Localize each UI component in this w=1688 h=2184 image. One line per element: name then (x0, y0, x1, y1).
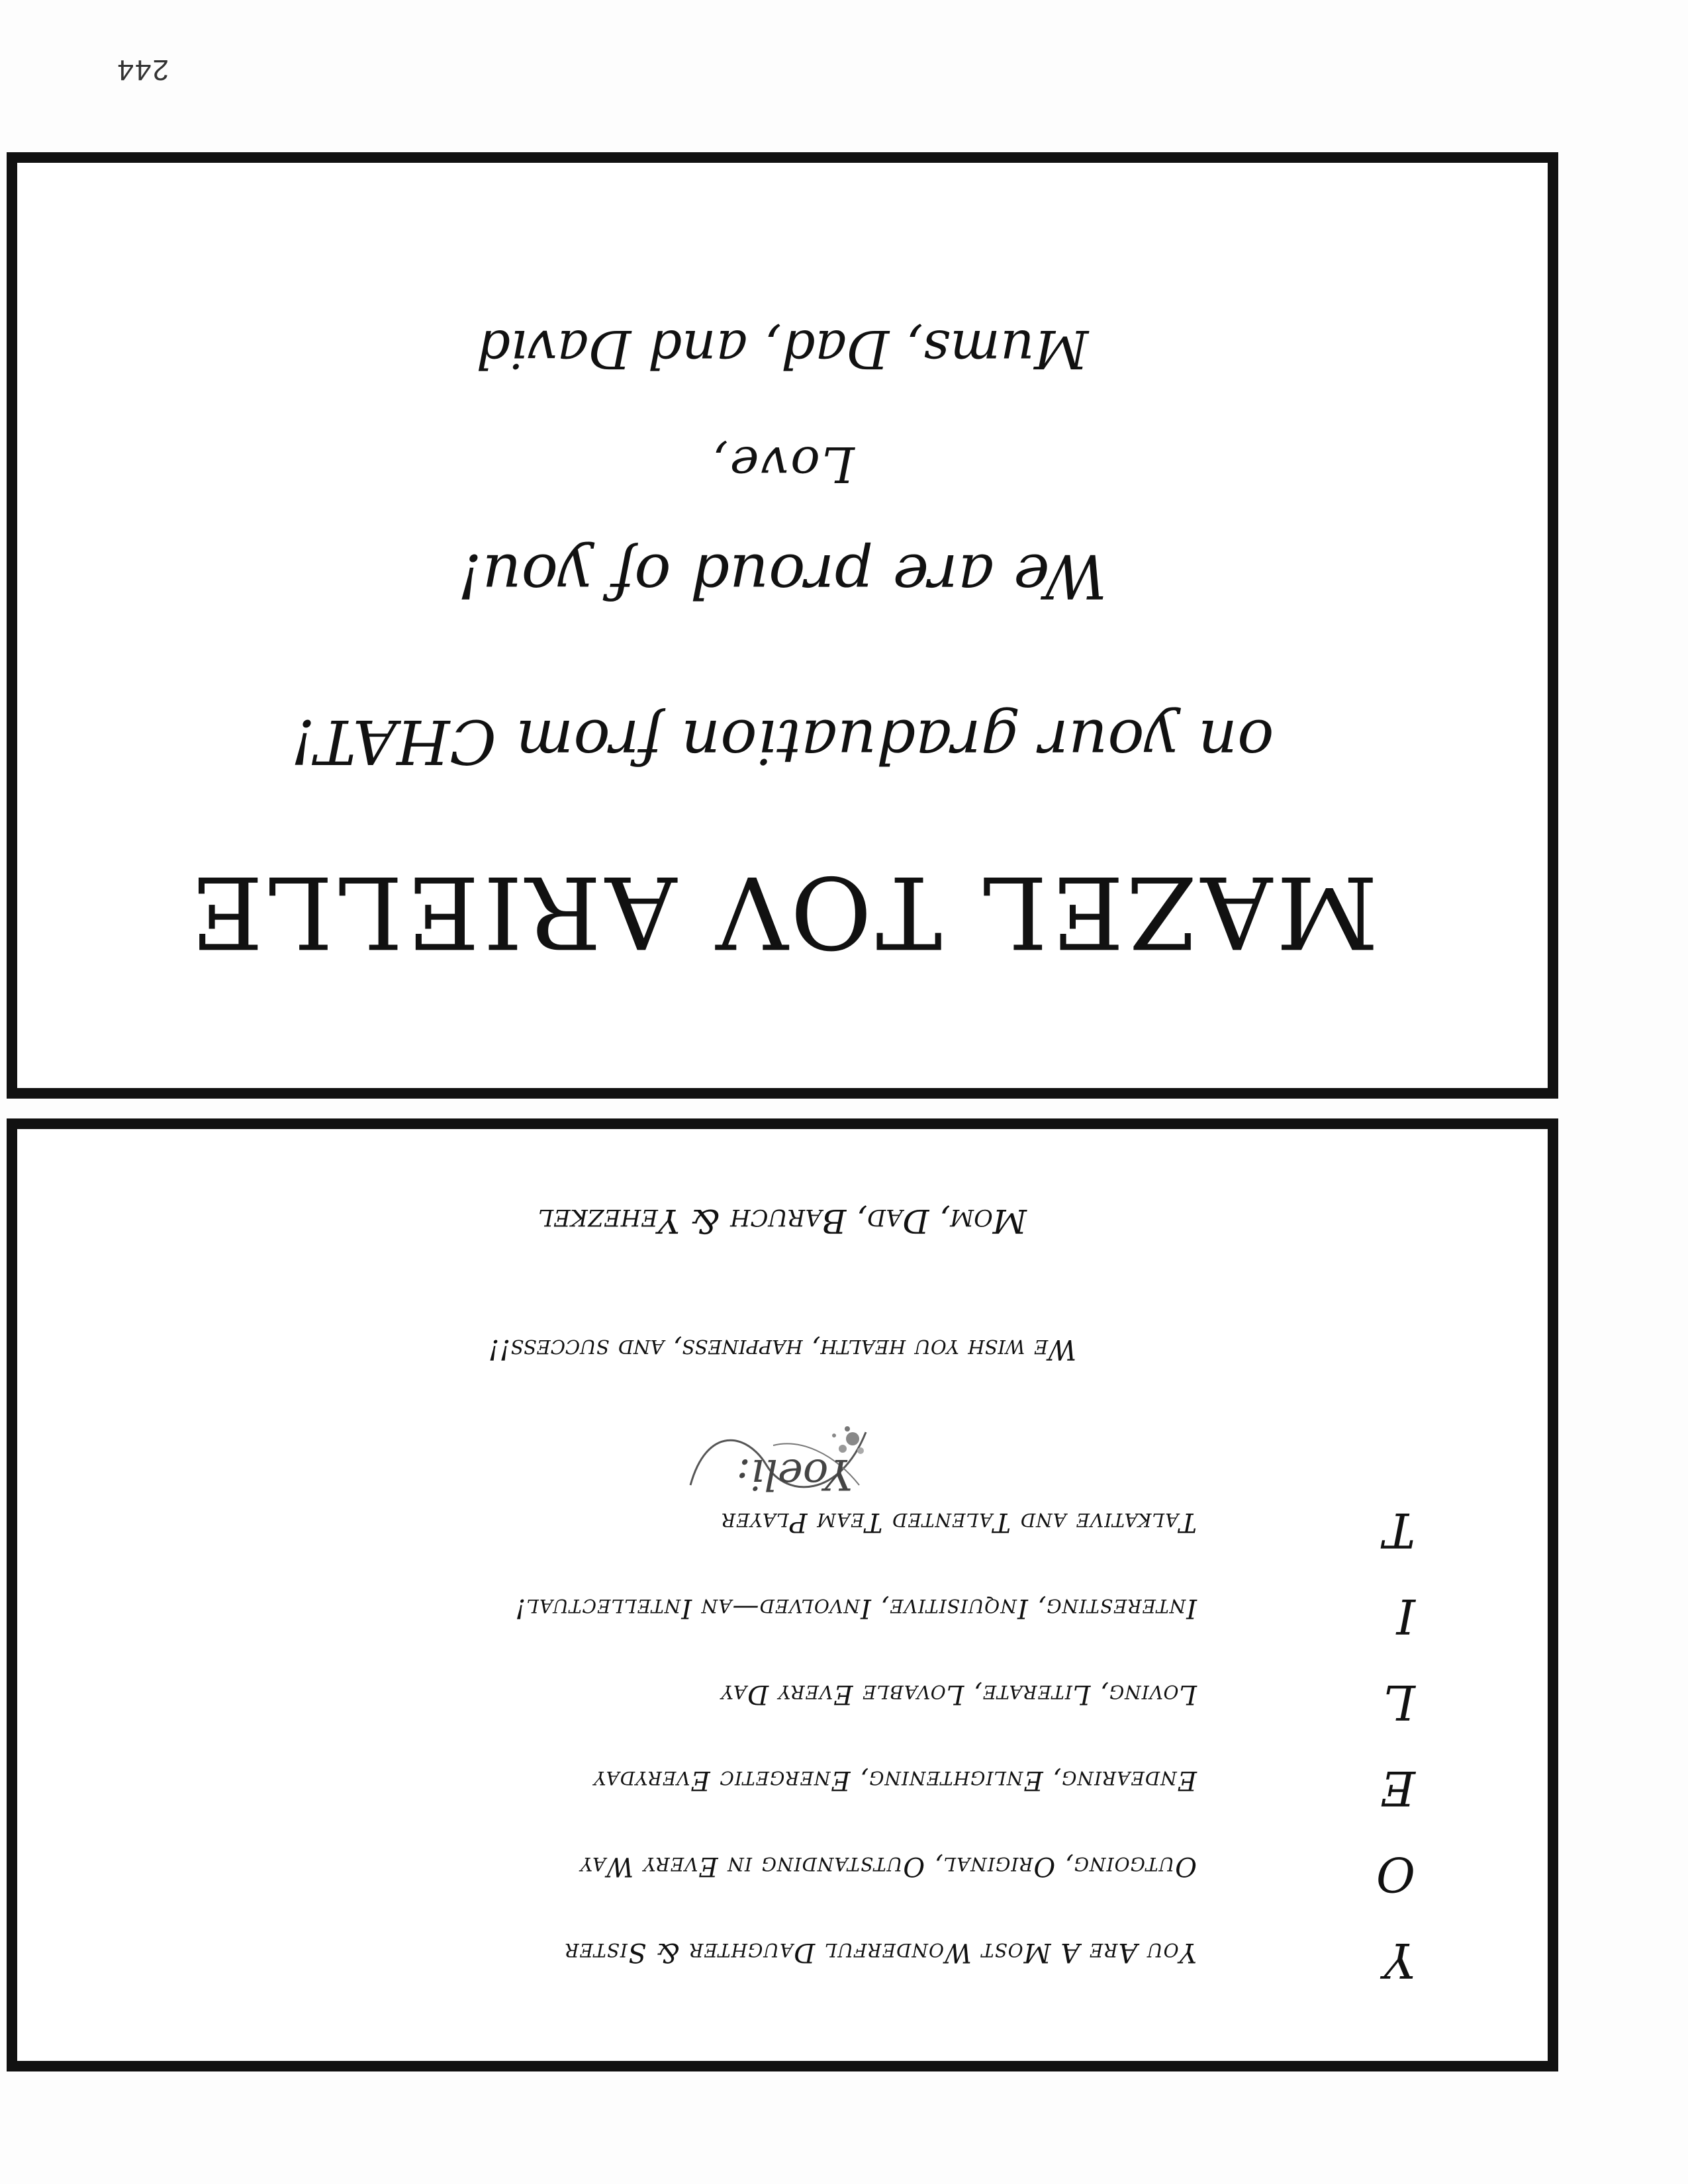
acrostic-letter: O (1376, 1846, 1415, 1902)
acrostic-line: Outgoing, Original, Outstanding in Every Way (579, 1851, 1197, 1882)
acrostic-line: Talkative and Talented Team Player (721, 1507, 1197, 1537)
graduation-line: on your graduation from CHAT! (291, 706, 1274, 777)
floral-ornament (680, 1412, 879, 1512)
ornament-word: Yoeli: (736, 1449, 853, 1498)
signature: Mom, Dad, Baruch & Yehezkel (538, 1202, 1027, 1240)
acrostic-letter: T (1383, 1502, 1415, 1558)
acrostic-row (91, 1902, 1415, 1988)
acrostic-line: Interesting, Inquisitive, Involved—an Intellectual! (514, 1593, 1197, 1623)
acrostic-line: You Are A Most Wonderful Daughter & Sister (564, 1937, 1197, 1968)
mazel-tov-ad (7, 152, 1558, 1099)
acrostic-row (91, 1558, 1415, 1644)
acrostic-letter: L (1383, 1674, 1415, 1730)
acrostic-letter: E (1380, 1760, 1415, 1816)
acrostic-letter: I (1396, 1588, 1415, 1644)
acrostic-row (91, 1730, 1415, 1816)
wish-message: We wish you health, happiness, and success!! (488, 1334, 1077, 1366)
acrostic-letter: Y (1383, 1933, 1415, 1988)
proud-line: We are proud of you! (457, 541, 1107, 612)
acrostic-line: Endearing, Enlightening, Energetic Everyday (593, 1765, 1197, 1796)
closing: Love, (710, 435, 855, 492)
yoeli-acrostic-ad (7, 1118, 1558, 2071)
page-number: 244 (116, 54, 169, 86)
acrostic-row (91, 1816, 1415, 1902)
signature: Mums, Dad, and David (476, 318, 1089, 380)
acrostic-line: Loving, Literate, Lovable Every Day (720, 1679, 1197, 1709)
headline: MAZEL TOV ARIELLE (186, 854, 1379, 969)
acrostic-row (91, 1644, 1415, 1730)
acrostic-list (91, 1472, 1415, 1988)
